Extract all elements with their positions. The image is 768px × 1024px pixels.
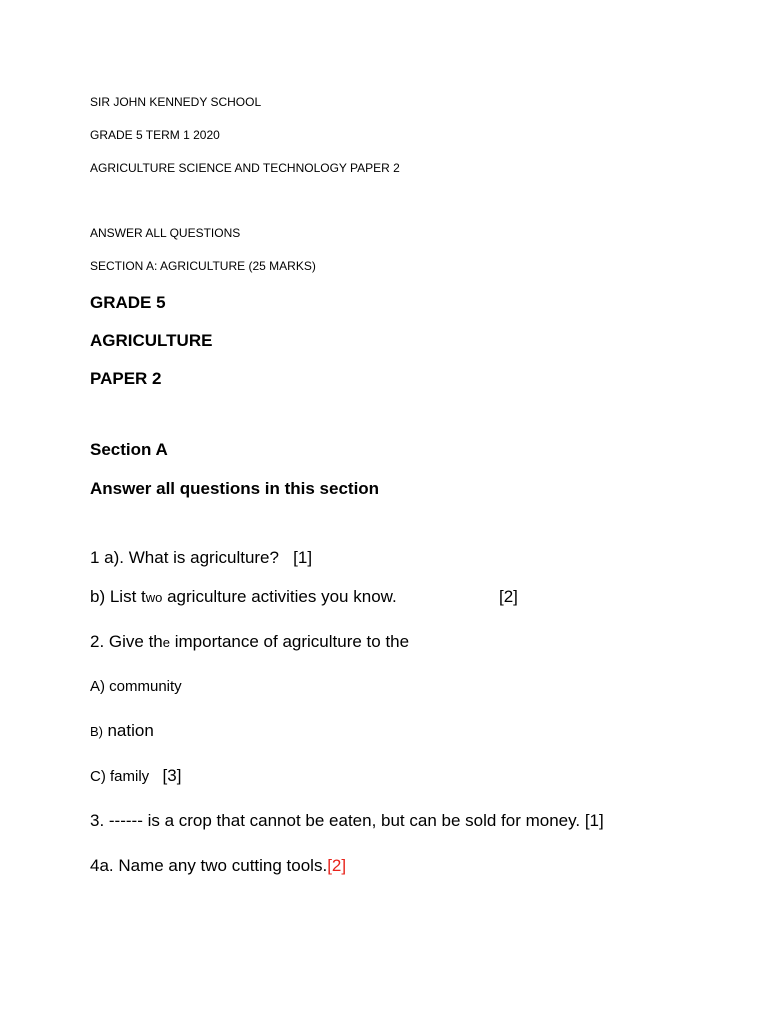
question-1a-text: 1 a). What is agriculture?	[90, 548, 279, 567]
grade-term: GRADE 5 TERM 1 2020	[90, 128, 220, 142]
option-nation-prefix: B)	[90, 724, 103, 739]
question-2-text-c: importance of agriculture to the	[170, 632, 410, 651]
answer-all-instruction: ANSWER ALL QUESTIONS	[90, 226, 241, 240]
section-instruction: Answer all questions in this section	[90, 479, 380, 498]
title-grade: GRADE 5	[90, 293, 166, 312]
title-paper: PAPER 2	[90, 369, 162, 388]
option-family	[90, 767, 181, 785]
question-1a	[90, 549, 312, 566]
question-3: 3. ------ is a crop that cannot be eaten, but can be sold for money. [1]	[90, 811, 604, 830]
question-2-text-b: e	[162, 635, 170, 650]
title-subject: AGRICULTURE	[90, 331, 213, 350]
question-1b-text-c: agriculture activities you know.	[162, 587, 397, 606]
section-name: Section A	[90, 440, 168, 459]
school-name: SIR JOHN KENNEDY SCHOOL	[90, 95, 262, 109]
question-4a-marks: [2]	[327, 856, 347, 875]
question-1b	[90, 588, 397, 605]
question-1b-text-a: b) List t	[90, 587, 146, 606]
option-community: A) community	[90, 678, 182, 695]
question-1a-marks: [1]	[293, 548, 313, 567]
section-marks: SECTION A: AGRICULTURE (25 MARKS)	[90, 259, 316, 273]
option-family-marks: [3]	[162, 766, 182, 785]
question-1b-text-b: wo	[145, 590, 163, 605]
paper-title: AGRICULTURE SCIENCE AND TECHNOLOGY PAPER 2	[90, 161, 400, 175]
question-2	[90, 633, 409, 650]
question-4a	[90, 857, 346, 874]
question-2-text-a: 2. Give th	[90, 632, 163, 651]
question-4a-text: 4a. Name any two cutting tools.	[90, 856, 328, 875]
option-nation	[90, 722, 154, 740]
option-nation-text: nation	[107, 721, 154, 740]
question-1b-marks: [2]	[499, 587, 518, 606]
option-family-text: C) family	[90, 768, 150, 785]
